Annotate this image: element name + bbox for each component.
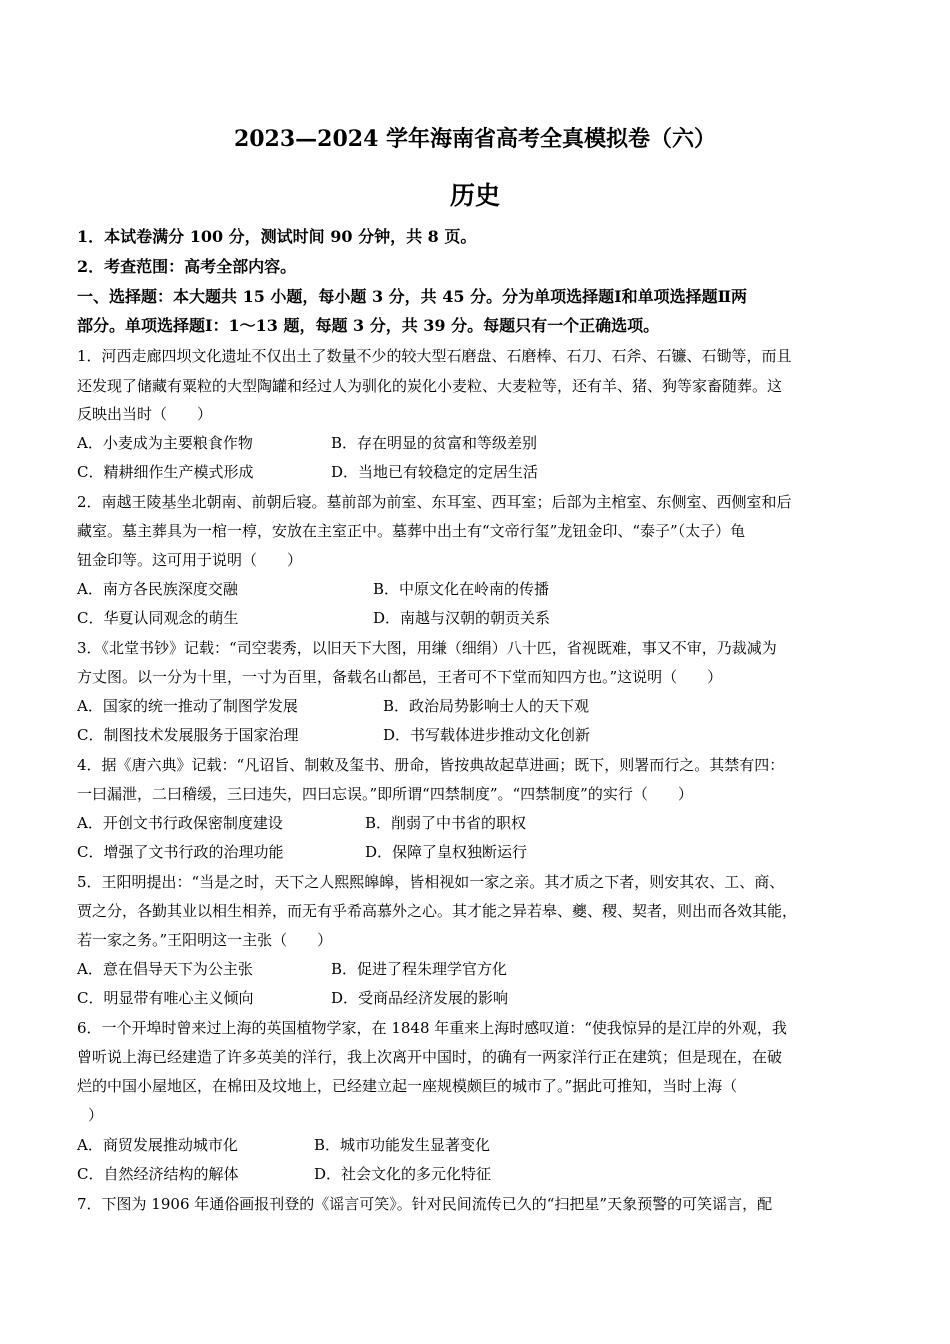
q5-option-b: B．促进了程朱理学官方化 [331, 960, 508, 978]
q4-stem-line: 一曰漏泄，二曰稽缓，三曰违失，四曰忘误。”即所谓“四禁制度”。“四禁制度”的实行（ ） [77, 785, 693, 803]
q3-stem-line: 3．《北堂书钞》记载：“司空裴秀，以旧天下大图，用缣（细绢）八十匹，省视既难，事又不审，乃裁减为 [77, 639, 777, 657]
q2-option-a: A．南方各民族深度交融 [77, 580, 238, 598]
q3-option-b: B．政治局势影响士人的天下观 [383, 697, 590, 715]
note-1: 1．本试卷满分 100 分，测试时间 90 分钟，共 8 页。 [77, 227, 477, 246]
q1-option-a: A．小麦成为主要粮食作物 [77, 434, 253, 452]
q5-stem-line: 5．王阳明提出：“当是之时，天下之人熙熙皞皞，皆相视如一家之亲。其才质之下者，则安其农、工、商、 [77, 873, 785, 891]
section-header-line-1: 一、选择题：本大题共 15 小题，每小题 3 分，共 45 分。分为单项选择题Ⅰ和单项选择题Ⅱ两 [77, 287, 748, 306]
q5-option-d: D．受商品经济发展的影响 [331, 989, 509, 1007]
q2-stem-line: 钮金印等。这可用于说明（ ） [77, 551, 303, 569]
q6-stem-line: 曾听说上海已经建造了许多英美的洋行，我上次离开中国时，的确有一两家洋行正在建筑；但是现在，在破 [77, 1048, 783, 1066]
q2-stem-line: 2．南越王陵基坐北朝南、前朝后寝。墓前部为前室、东耳室、西耳室；后部为主棺室、东侧室、西侧室和后 [77, 493, 792, 511]
exam-title: 2023—2024 学年海南省高考全真模拟卷（六） [233, 126, 717, 152]
q5-stem-line: 贾之分，各勤其业以相生相养，而无有乎希高慕外之心。其才能之异若皋、夔、稷、契者，则出而各效其能， [77, 902, 798, 920]
q3-stem-line: 方丈图。以一分为十里，一寸为百里，备载名山都邑，王者可不下堂而知四方也。”这说明（ ） [77, 668, 723, 686]
q6-option-b: B．城市功能发生显著变化 [314, 1136, 491, 1154]
q6-stem-line: ） [88, 1106, 104, 1124]
q4-option-b: B．削弱了中书省的职权 [365, 814, 527, 832]
q1-option-c: C．精耕细作生产模式形成 [77, 463, 254, 481]
q4-option-d: D．保障了皇权独断运行 [365, 843, 528, 861]
subject-title: 历史 [449, 181, 500, 210]
q1-option-d: D．当地已有较稳定的定居生活 [331, 463, 539, 481]
q6-option-a: A．商贸发展推动城市化 [77, 1136, 238, 1154]
q4-option-a: A．开创文书行政保密制度建设 [77, 814, 283, 832]
q6-stem-line: 6．一个开埠时曾来过上海的英国植物学家，在 1848 年重来上海时感叹道：“使我惊异的是江岸的外观，我 [77, 1019, 787, 1037]
q7-stem-line: 7．下图为 1906 年通俗画报刊登的《谣言可笑》。针对民间流传已久的“扫把星”天象预警的可笑谣言，配 [77, 1195, 773, 1213]
q1-stem-line: 还发现了储藏有粟粒的大型陶罐和经过人为驯化的炭化小麦粒、大麦粒等，还有羊、猪、狗等家畜随葬。这 [77, 377, 783, 395]
q4-option-c: C．增强了文书行政的治理功能 [77, 843, 284, 861]
q1-option-b: B．存在明显的贫富和等级差别 [331, 434, 538, 452]
note-2: 2．考查范围：高考全部内容。 [77, 257, 297, 276]
q6-option-c: C．自然经济结构的解体 [77, 1165, 239, 1183]
q1-stem-line: 反映出当时（ ） [77, 405, 213, 423]
q4-stem-line: 4．据《唐六典》记载：“凡诏旨、制敕及玺书、册命，皆按典故起草进画；既下，则署而行之。其禁有四： [77, 756, 785, 774]
q2-option-d: D．南越与汉朝的朝贡关系 [373, 609, 551, 627]
q1-stem-line: 1．河西走廊四坝文化遗址不仅出土了数量不少的较大型石磨盘、石磨棒、石刀、石斧、石镰、石锄等，而且 [77, 347, 792, 365]
q2-stem-line: 藏室。墓主葬具为一棺一椁，安放在主室正中。墓葬中出土有“文帝行玺”龙钮金印、“泰子”（太子）龟 [77, 522, 746, 540]
q2-option-c: C．华夏认同观念的萌生 [77, 609, 239, 627]
section-header-line-2: 部分。单项选择题Ⅰ：1～13 题，每题 3 分，共 39 分。每题只有一个正确选项。 [77, 316, 660, 335]
q6-stem-line: 烂的中国小屋地区，在棉田及坟地上，已经建立起一座规模颇巨的城市了。”据此可推知，当时上海（ [77, 1077, 738, 1095]
q3-option-a: A．国家的统一推动了制图学发展 [77, 697, 298, 715]
q3-option-c: C．制图技术发展服务于国家治理 [77, 726, 299, 744]
q5-option-a: A．意在倡导天下为公主张 [77, 960, 253, 978]
q5-stem-line: 若一家之务。”王阳明这一主张（ ） [77, 931, 333, 949]
q6-option-d: D．社会文化的多元化特征 [314, 1165, 492, 1183]
q3-option-d: D．书写载体进步推动文化创新 [383, 726, 591, 744]
q5-option-c: C．明显带有唯心主义倾向 [77, 989, 254, 1007]
q2-option-b: B．中原文化在岭南的传播 [373, 580, 550, 598]
